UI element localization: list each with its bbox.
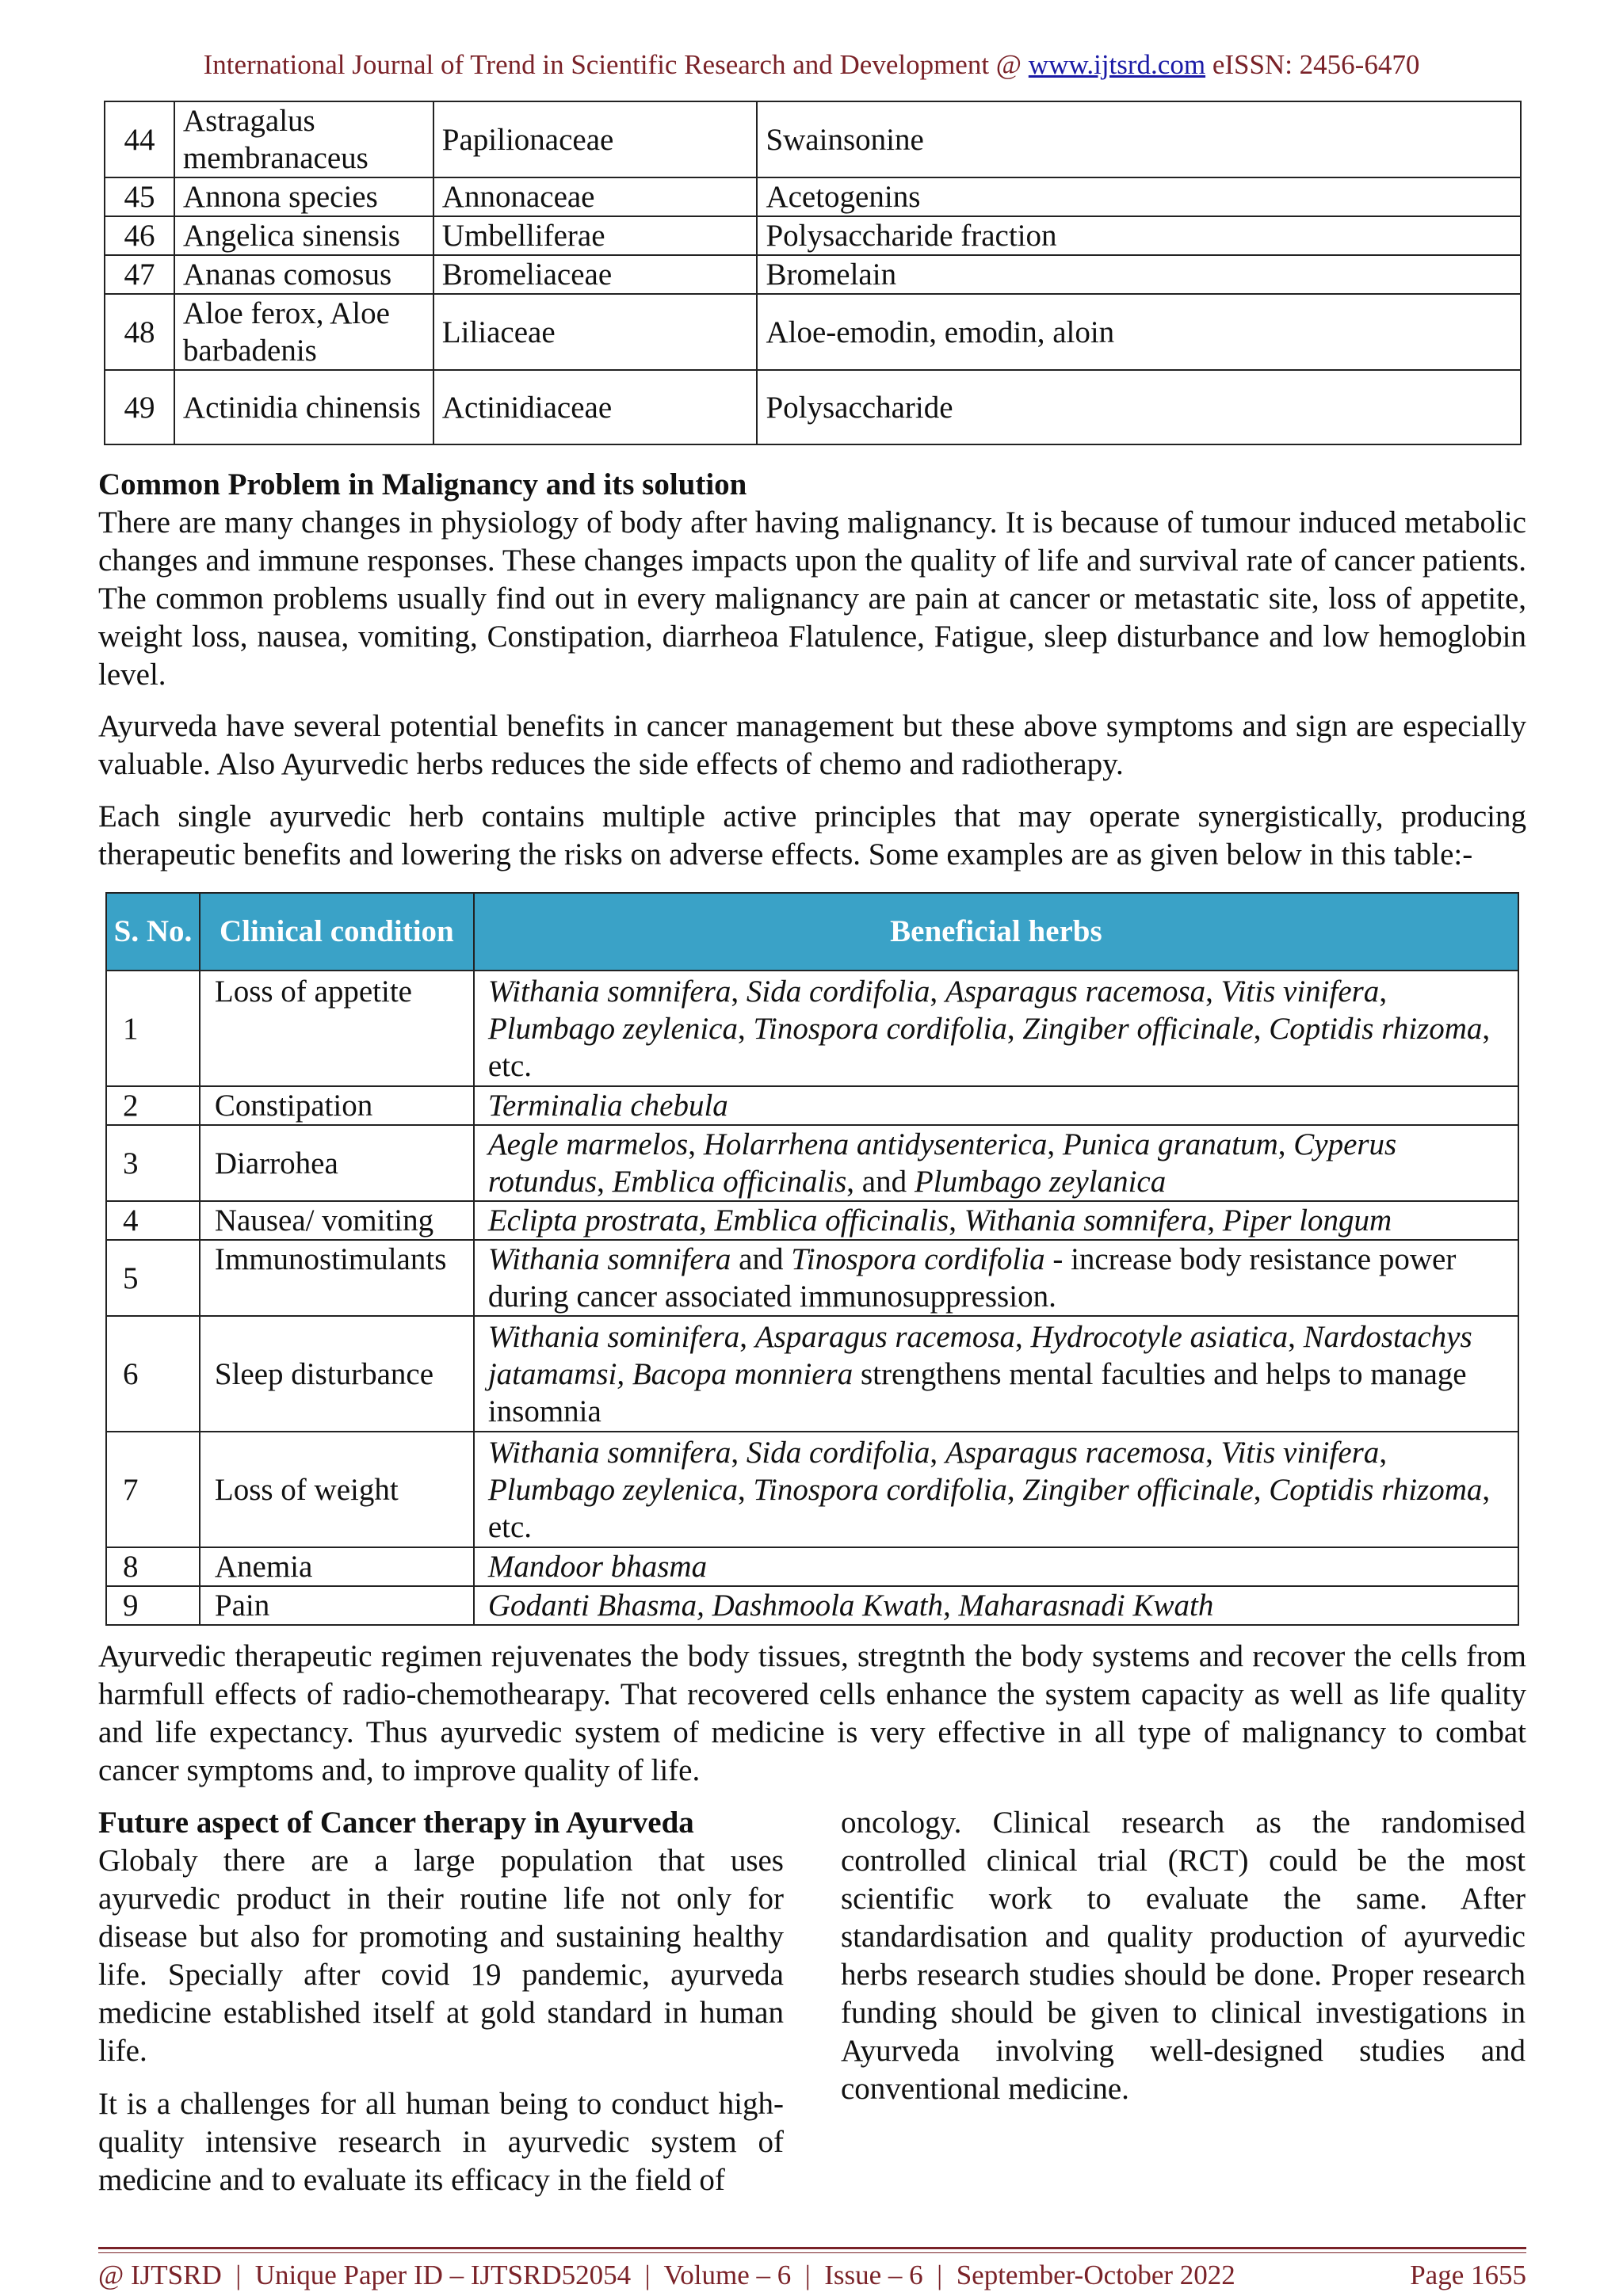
page-number: Page 1655: [1410, 2260, 1526, 2290]
cell-sno: 5: [106, 1240, 200, 1316]
cell-sno: 1: [106, 971, 200, 1086]
column-header-sno: S. No.: [106, 893, 200, 971]
herb-text: ,: [1047, 1127, 1063, 1161]
table-row: [106, 1432, 1518, 1547]
cell-plant-name: Ananas comosus: [174, 255, 433, 294]
cell-beneficial-herbs: [474, 1316, 1518, 1432]
herb-name: Eclipta prostrata: [487, 1203, 699, 1238]
herb-name: Tinospora cordifolia: [753, 1472, 1007, 1507]
table-row: [106, 1316, 1518, 1432]
table-row: [106, 1586, 1518, 1625]
cell-compound: Swainsonine: [757, 101, 1521, 177]
herb-text: ,: [1379, 1435, 1388, 1470]
herb-name: Withania somnifera: [487, 1435, 731, 1470]
herb-text: ,: [949, 1203, 964, 1238]
cell-compound: Aloe-emodin, emodin, aloin: [757, 294, 1521, 370]
herb-name: Plumbago zeylenica: [487, 1472, 738, 1507]
cell-sno: 7: [106, 1432, 200, 1547]
cell-number: 49: [105, 370, 174, 444]
column-header-condition: Clinical condition: [200, 893, 474, 971]
cell-number: 46: [105, 216, 174, 255]
cell-beneficial-herbs: [474, 1201, 1518, 1240]
herb-name: Emblica officinalis: [714, 1203, 949, 1238]
paragraph-ayurveda-benefits: Ayurveda have several potential benefits in cancer management but these above symptoms and sign are especially valuable. Also Ayurvedic herbs reduces the side effects of chemo and radiotherapy.: [98, 709, 1526, 781]
table-row: [105, 370, 1521, 444]
cell-clinical-condition: Loss of weight: [200, 1432, 474, 1547]
herb-name: Zingiber officinale: [1022, 1472, 1254, 1507]
cell-family: Liliaceae: [433, 294, 758, 370]
herb-text: ,: [1277, 1127, 1294, 1161]
herb-name: Plumbago zeylanica: [914, 1165, 1167, 1199]
herb-text: ,: [1006, 1472, 1023, 1507]
herb-text: ,: [1205, 1435, 1221, 1470]
cell-number: 44: [105, 101, 174, 177]
cell-clinical-condition: Constipation: [200, 1086, 474, 1125]
cell-plant-name: Angelica sinensis: [174, 216, 433, 255]
cell-family: Bromeliaceae: [433, 255, 758, 294]
cell-compound: Polysaccharide fraction: [757, 216, 1521, 255]
table-row: [106, 1086, 1518, 1125]
herb-text: ,: [597, 1165, 613, 1199]
cell-sno: 3: [106, 1125, 200, 1201]
herb-name: Withania somnifera: [487, 974, 731, 1009]
cell-plant-name: Astragalus membranaceus: [174, 101, 433, 177]
herb-name: Hydrocotyle asiatica: [1030, 1319, 1289, 1354]
header-issn: eISSN: 2456-6470: [1205, 49, 1420, 80]
table-row: [106, 1125, 1518, 1201]
table-row: [106, 1547, 1518, 1586]
herb-name: Tinospora cordifolia: [753, 1011, 1007, 1046]
cell-beneficial-herbs: [474, 971, 1518, 1086]
cell-beneficial-herbs: [474, 1086, 1518, 1125]
journal-website-link[interactable]: www.ijtsrd.com: [1028, 49, 1206, 80]
herb-name: Cyperus rotundus: [487, 1127, 1397, 1199]
herb-text: strengthens mental faculties and helps to manage insomnia: [487, 1356, 1467, 1428]
footer-paper-info: @ IJTSRD | Unique Paper ID – IJTSRD52054 | Volume – 6 | Issue – 6 | September-October 2022: [98, 2260, 1235, 2290]
herb-name: Zingiber officinale: [1022, 1011, 1254, 1046]
herb-name: Emblica officinalis: [612, 1165, 847, 1199]
herb-text: ,: [1207, 1203, 1223, 1238]
section-heading-future-aspect: Future aspect of Cancer therapy in Ayurveda: [98, 1806, 694, 1840]
herb-name: Asparagus racemosa: [945, 974, 1206, 1009]
herb-text: ,: [930, 974, 945, 1009]
cell-beneficial-herbs: [474, 1125, 1518, 1201]
herb-text: - increase body resistance power during cancer associated immunosuppression.: [487, 1242, 1457, 1314]
herb-text: , etc.: [487, 1011, 1491, 1083]
cell-number: 45: [105, 177, 174, 216]
cell-family: Actinidiaceae: [433, 370, 758, 444]
clinical-condition-herbs-table: [105, 892, 1519, 1626]
running-header: [0, 49, 1623, 81]
table-row: [106, 1201, 1518, 1240]
cell-sno: 6: [106, 1316, 200, 1432]
herb-text: ,: [698, 1203, 715, 1238]
herb-name: Tinospora cordifolia: [791, 1242, 1045, 1276]
herb-name: Punica granatum: [1062, 1127, 1278, 1161]
footer-rule-thin: [98, 2252, 1526, 2253]
header-journal-title: International Journal of Trend in Scientific Research and Development @: [203, 49, 1029, 80]
cell-compound: Polysaccharide: [757, 370, 1521, 444]
footer-rule: [98, 2247, 1526, 2249]
herb-name: Asparagus racemosa: [754, 1319, 1016, 1354]
cell-family: Annonaceae: [433, 177, 758, 216]
cell-clinical-condition: Loss of appetite: [200, 971, 474, 1086]
herb-name: Withania sominifera: [487, 1319, 740, 1354]
running-footer: [98, 2260, 1526, 2291]
cell-compound: Acetogenins: [757, 177, 1521, 216]
paragraph-physiology-changes: There are many changes in physiology of body after having malignancy. It is because of tumour induced metabolic changes and immune responses. These changes impacts upon the quality of life and survival rate of cancer patients. The common problems usually find out in every malignancy are pain at cancer or metastatic site, loss of appetite, weight loss, nausea, vomiting, Constipation, diarrheoa Flatulence, Fatigue, sleep disturbance and low hemoglobin level.: [98, 505, 1526, 692]
herb-name: Godanti Bhasma, Dashmoola Kwath, Maharasnadi Kwath: [487, 1589, 1214, 1623]
herb-text: ,: [1379, 974, 1388, 1009]
table-row: [106, 1240, 1518, 1316]
cell-clinical-condition: Immunostimulants: [200, 1240, 474, 1316]
cell-clinical-condition: Anemia: [200, 1547, 474, 1586]
cell-family: Papilionaceae: [433, 101, 758, 177]
table-row: [105, 101, 1521, 177]
cell-plant-name: Annona species: [174, 177, 433, 216]
paragraph-research-challenge-part1: It is a challenges for all human being to conduct high-quality intensive research in ayurvedic system of medicine and to evaluate its efficacy in the field of: [98, 2087, 784, 2197]
cell-beneficial-herbs: [474, 1547, 1518, 1586]
herb-text: ,: [738, 1011, 754, 1046]
herb-compound-table-continued: [104, 101, 1522, 445]
cell-sno: 2: [106, 1086, 200, 1125]
herb-text: , and: [846, 1165, 915, 1199]
herb-text: ,: [1253, 1472, 1270, 1507]
cell-sno: 9: [106, 1586, 200, 1625]
table-row: [105, 177, 1521, 216]
herb-name: Nardostachys jatamamsi, Bacopa monniera: [487, 1319, 1472, 1391]
cell-clinical-condition: Sleep disturbance: [200, 1316, 474, 1432]
herb-name: Plumbago zeylenica: [487, 1011, 738, 1046]
herb-text: , etc.: [487, 1472, 1491, 1544]
herb-name: Holarrhena antidysenterica: [703, 1127, 1048, 1161]
paragraph-global-usage: Globaly there are a large population that uses ayurvedic product in their routine life not only for disease but also for promoting and sustaining healthy life. Specially after covid 19 pandemic, ayurveda medicine established itself at gold standard in human life.: [98, 1844, 784, 2068]
paragraph-herb-principles: Each single ayurvedic herb contains multiple active principles that may operate synergistically, producing therapeutic benefits and lowering the risks on adverse effects. Some examples are as given below in this table:-: [98, 799, 1526, 871]
herb-name: Withania somnifera: [487, 1242, 731, 1276]
section-heading-common-problem: Common Problem in Malignancy and its solution: [98, 467, 747, 502]
table-row: [105, 216, 1521, 255]
herb-text: ,: [739, 1319, 755, 1354]
cell-beneficial-herbs: [474, 1240, 1518, 1316]
cell-clinical-condition: Nausea/ vomiting: [200, 1201, 474, 1240]
cell-plant-name: Actinidia chinensis: [174, 370, 433, 444]
herb-text: ,: [1006, 1011, 1023, 1046]
herb-text: ,: [1288, 1319, 1304, 1354]
paragraph-therapeutic-regimen: Ayurvedic therapeutic regimen rejuvenates the body tissues, stregtnth the body systems and recover the cells from harmfull effects of radio-chemothearapy. That recovered cells enhance the system capacity as well as life quality and life expectancy. Thus ayurvedic system of medicine is very effective in all type of malignancy to combat cancer symptoms and, to improve quality of life.: [98, 1639, 1526, 1787]
herb-name: Asparagus racemosa: [945, 1435, 1206, 1470]
herb-name: Withania somnifera: [964, 1203, 1208, 1238]
herb-text: ,: [1253, 1011, 1270, 1046]
cell-number: 48: [105, 294, 174, 370]
herb-text: ,: [1015, 1319, 1031, 1354]
herb-text: ,: [731, 974, 747, 1009]
cell-clinical-condition: Pain: [200, 1586, 474, 1625]
table-row: [106, 971, 1518, 1086]
herb-text: ,: [688, 1127, 704, 1161]
cell-beneficial-herbs: [474, 1432, 1518, 1547]
herb-name: Aegle marmelos: [487, 1127, 689, 1161]
cell-plant-name: Aloe ferox, Aloe barbadenis: [174, 294, 433, 370]
herb-name: Vitis vinifera: [1220, 1435, 1380, 1470]
herb-name: Piper longum: [1222, 1203, 1392, 1238]
cell-compound: Bromelain: [757, 255, 1521, 294]
cell-number: 47: [105, 255, 174, 294]
herb-name: Coptidis rhizoma: [1269, 1011, 1483, 1046]
herb-text: ,: [1205, 974, 1221, 1009]
table-row: [105, 294, 1521, 370]
herb-text: ,: [738, 1472, 754, 1507]
herb-text: ,: [731, 1435, 747, 1470]
herb-text: ,: [930, 1435, 945, 1470]
herb-text: and: [731, 1242, 792, 1276]
herb-name: Terminalia chebula: [487, 1089, 728, 1123]
cell-sno: 8: [106, 1547, 200, 1586]
cell-sno: 4: [106, 1201, 200, 1240]
herb-name: Sida cordifolia: [746, 1435, 930, 1470]
cell-family: Umbelliferae: [433, 216, 758, 255]
herb-name: Coptidis rhizoma: [1269, 1472, 1483, 1507]
paragraph-research-challenge-part2: oncology. Clinical research as the randomised controlled clinical trial (RCT) could be the most scientific work to evaluate the same. After standardisation and quality production of ayurvedic herbs research studies should be done. Proper research funding should be given to clinical investigations in Ayurveda involving well-designed studies and conventional medicine.: [841, 1806, 1526, 2106]
herb-name: Mandoor bhasma: [487, 1550, 708, 1584]
herb-name: Vitis vinifera: [1220, 974, 1380, 1009]
herb-name: Sida cordifolia: [746, 974, 930, 1009]
column-header-herbs: Beneficial herbs: [474, 893, 1518, 971]
cell-beneficial-herbs: [474, 1586, 1518, 1625]
table-row: [105, 255, 1521, 294]
cell-clinical-condition: Diarrohea: [200, 1125, 474, 1201]
